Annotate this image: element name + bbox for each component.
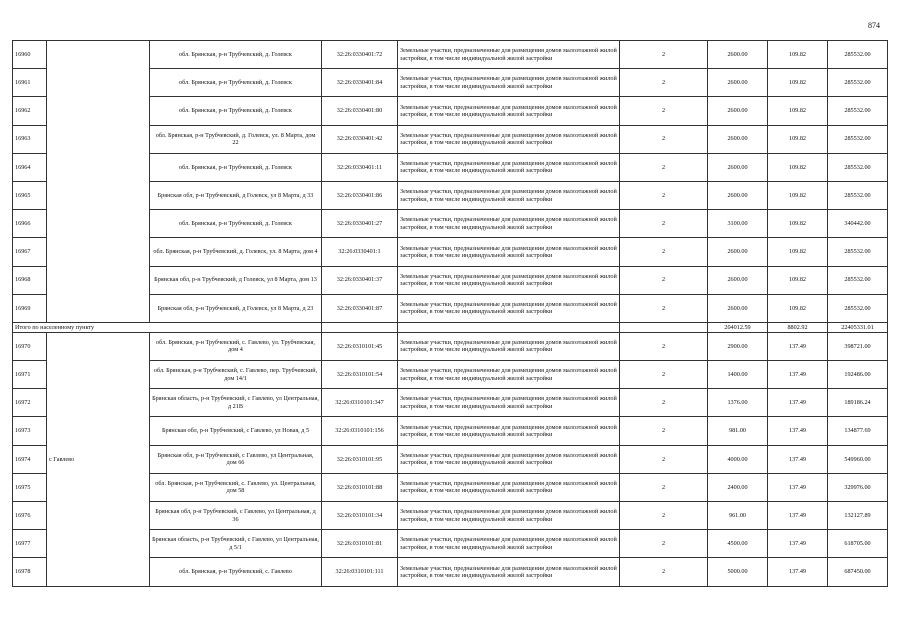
land-use-cell: Земельные участки, предназначенные для размещения домов малоэтажной жилой застройки, в том числе индивидуальной жилой застройки <box>398 97 620 125</box>
cadastral-number-cell: 32:26:0310101:156 <box>322 417 398 445</box>
row-number: 16978 <box>13 558 47 586</box>
address-cell: обл. Брянская, р-н Трубчевский, с. Гавлево, пер. Трубчевский, дом 14/1 <box>150 361 322 389</box>
land-use-cell: Земельные участки, предназначенные для размещения домов малоэтажной жилой застройки, в том числе индивидуальной жилой застройки <box>398 361 620 389</box>
area-cell: 1376.00 <box>708 389 768 417</box>
cadastral-number-cell: 32:26:0330401:42 <box>322 125 398 153</box>
row-number: 16964 <box>13 153 47 181</box>
table-body-gavlevo <box>13 332 888 586</box>
cadastral-value-table <box>12 40 888 587</box>
cadastral-number-cell: 32:26:0330401:11 <box>322 153 398 181</box>
settlement-total-row <box>13 322 888 332</box>
land-use-cell: Земельные участки, предназначенные для размещения домов малоэтажной жилой застройки, в том числе индивидуальной жилой застройки <box>398 530 620 558</box>
cadastral-value-cell: 132127.89 <box>828 502 888 530</box>
cadastral-value-cell: 285532.00 <box>828 41 888 69</box>
area-cell: 2600.00 <box>708 125 768 153</box>
address-cell: обл. Брянская, р-н Трубчевский, с. Гавлево, ул. Центральная, дом 58 <box>150 473 322 501</box>
address-cell: обл. Брянская, р-н Трубчевский, д. Голевск, ул. 8 Марта, дом 22 <box>150 125 322 153</box>
area-cell: 4500.00 <box>708 530 768 558</box>
row-number: 16974 <box>13 445 47 473</box>
land-use-cell: Земельные участки, предназначенные для размещения домов малоэтажной жилой застройки, в том числе индивидуальной жилой застройки <box>398 389 620 417</box>
specific-value-cell: 137.49 <box>768 417 828 445</box>
land-use-cell: Земельные участки, предназначенные для размещения домов малоэтажной жилой застройки, в том числе индивидуальной жилой застройки <box>398 181 620 209</box>
cadastral-value-cell: 285532.00 <box>828 266 888 294</box>
row-number: 16972 <box>13 389 47 417</box>
cadastral-number-cell: 32:26:0330401:1 <box>322 238 398 266</box>
row-number: 16961 <box>13 69 47 97</box>
cadastral-value-cell: 329976.00 <box>828 473 888 501</box>
area-cell: 961.00 <box>708 502 768 530</box>
address-cell: Брянская обл, р-н Трубчевский, д Голевск, ул 8 Марта, дом 13 <box>150 266 322 294</box>
cadastral-value-cell: 618705.00 <box>828 530 888 558</box>
specific-value-cell: 109.82 <box>768 97 828 125</box>
specific-value-cell: 137.49 <box>768 445 828 473</box>
area-cell: 2600.00 <box>708 266 768 294</box>
address-cell: обл. Брянская, р-н Трубчевский, д. Голевск <box>150 41 322 69</box>
cadastral-value-cell: 285532.00 <box>828 125 888 153</box>
land-use-cell: Земельные участки, предназначенные для размещения домов малоэтажной жилой застройки, в том числе индивидуальной жилой застройки <box>398 125 620 153</box>
cadastral-value-cell: 192486.00 <box>828 361 888 389</box>
group-cell: 2 <box>620 69 708 97</box>
row-number: 16968 <box>13 266 47 294</box>
address-cell: обл. Брянская, р-н Трубчевский, с. Гавлево <box>150 558 322 586</box>
row-number: 16977 <box>13 530 47 558</box>
land-use-cell: Земельные участки, предназначенные для размещения домов малоэтажной жилой застройки, в том числе индивидуальной жилой застройки <box>398 332 620 360</box>
group-cell: 2 <box>620 125 708 153</box>
cadastral-value-cell: 189186.24 <box>828 389 888 417</box>
cadastral-number-cell: 32:26:0310101:45 <box>322 332 398 360</box>
address-cell: Брянская обл, р-н Трубчевский, с Гавлево, ул Новая, д 5 <box>150 417 322 445</box>
total-empty-cell <box>398 322 620 332</box>
row-number: 16971 <box>13 361 47 389</box>
area-cell: 981.00 <box>708 417 768 445</box>
area-cell: 2600.00 <box>708 294 768 322</box>
address-cell: обл. Брянская, р-н Трубчевский, д. Голевск <box>150 97 322 125</box>
land-use-cell: Земельные участки, предназначенные для размещения домов малоэтажной жилой застройки, в том числе индивидуальной жилой застройки <box>398 153 620 181</box>
cadastral-number-cell: 32:26:0330401:84 <box>322 69 398 97</box>
specific-value-cell: 109.82 <box>768 181 828 209</box>
land-use-cell: Земельные участки, предназначенные для размещения домов малоэтажной жилой застройки, в том числе индивидуальной жилой застройки <box>398 558 620 586</box>
address-cell: обл. Брянская, р-н Трубчевский, д. Голевск <box>150 210 322 238</box>
group-cell: 2 <box>620 266 708 294</box>
cadastral-value-cell: 285532.00 <box>828 238 888 266</box>
cadastral-number-cell: 32:26:0310101:88 <box>322 473 398 501</box>
group-cell: 2 <box>620 153 708 181</box>
cadastral-value-cell: 340442.00 <box>828 210 888 238</box>
row-number: 16966 <box>13 210 47 238</box>
specific-value-cell: 137.49 <box>768 332 828 360</box>
area-cell: 2600.00 <box>708 69 768 97</box>
settlement-name: с Гавлево <box>47 332 150 586</box>
area-cell: 2400.00 <box>708 473 768 501</box>
cadastral-number-cell: 32:26:0330401:72 <box>322 41 398 69</box>
specific-value-cell: 137.49 <box>768 389 828 417</box>
settlement-name <box>47 41 150 323</box>
page-number: 874 <box>868 21 880 30</box>
address-cell: обл. Брянская, р-н Трубчевский, д. Голевск <box>150 153 322 181</box>
total-area: 204012.59 <box>708 322 768 332</box>
group-cell: 2 <box>620 238 708 266</box>
total-empty-cell <box>322 322 398 332</box>
land-use-cell: Земельные участки, предназначенные для размещения домов малоэтажной жилой застройки, в том числе индивидуальной жилой застройки <box>398 69 620 97</box>
group-cell: 2 <box>620 417 708 445</box>
area-cell: 5000.00 <box>708 558 768 586</box>
specific-value-cell: 137.49 <box>768 473 828 501</box>
total-value: 22405331.01 <box>828 322 888 332</box>
total-empty-cell <box>620 322 708 332</box>
cadastral-number-cell: 32:26:0310101:81 <box>322 530 398 558</box>
area-cell: 2600.00 <box>708 97 768 125</box>
address-cell: Брянская область, р-н Трубчевский, с Гавлево, ул Центральная, д 21В <box>150 389 322 417</box>
land-use-cell: Земельные участки, предназначенные для размещения домов малоэтажной жилой застройки, в том числе индивидуальной жилой застройки <box>398 210 620 238</box>
specific-value-cell: 109.82 <box>768 266 828 294</box>
group-cell: 2 <box>620 181 708 209</box>
land-use-cell: Земельные участки, предназначенные для размещения домов малоэтажной жилой застройки, в том числе индивидуальной жилой застройки <box>398 417 620 445</box>
specific-value-cell: 137.49 <box>768 502 828 530</box>
table-body-total <box>13 322 888 332</box>
cadastral-value-cell: 134877.69 <box>828 417 888 445</box>
specific-value-cell: 137.49 <box>768 530 828 558</box>
group-cell: 2 <box>620 294 708 322</box>
group-cell: 2 <box>620 332 708 360</box>
group-cell: 2 <box>620 473 708 501</box>
specific-value-cell: 109.82 <box>768 41 828 69</box>
area-cell: 2900.00 <box>708 332 768 360</box>
row-number: 16976 <box>13 502 47 530</box>
cadastral-number-cell: 32:26:0330401:87 <box>322 294 398 322</box>
group-cell: 2 <box>620 97 708 125</box>
address-cell: обл. Брянская, р-н Трубчевский, д. Голевск <box>150 69 322 97</box>
cadastral-number-cell: 32:26:0330401:27 <box>322 210 398 238</box>
cadastral-number-cell: 32:26:0310101:111 <box>322 558 398 586</box>
cadastral-value-cell: 398721.00 <box>828 332 888 360</box>
land-use-cell: Земельные участки, предназначенные для размещения домов малоэтажной жилой застройки, в том числе индивидуальной жилой застройки <box>398 473 620 501</box>
row-number: 16973 <box>13 417 47 445</box>
specific-value-cell: 137.49 <box>768 361 828 389</box>
group-cell: 2 <box>620 530 708 558</box>
specific-value-cell: 137.49 <box>768 558 828 586</box>
row-number: 16969 <box>13 294 47 322</box>
cadastral-number-cell: 32:26:0310101:54 <box>322 361 398 389</box>
group-cell: 2 <box>620 558 708 586</box>
table-row <box>13 332 888 360</box>
cadastral-value-cell: 285532.00 <box>828 294 888 322</box>
table-row <box>13 41 888 69</box>
group-cell: 2 <box>620 210 708 238</box>
address-cell: обл. Брянская, р-н Трубчевский, д. Голевск, ул. 8 Марта, дом 4 <box>150 238 322 266</box>
group-cell: 2 <box>620 445 708 473</box>
specific-value-cell: 109.82 <box>768 210 828 238</box>
specific-value-cell: 109.82 <box>768 69 828 97</box>
land-use-cell: Земельные участки, предназначенные для размещения домов малоэтажной жилой застройки, в том числе индивидуальной жилой застройки <box>398 266 620 294</box>
row-number: 16963 <box>13 125 47 153</box>
group-cell: 2 <box>620 389 708 417</box>
address-cell: Брянская обл, р-н Трубчевский, с Гавлево, ул Центральная, дом 66 <box>150 445 322 473</box>
cadastral-value-cell: 549960.00 <box>828 445 888 473</box>
area-cell: 2600.00 <box>708 153 768 181</box>
row-number: 16965 <box>13 181 47 209</box>
cadastral-value-cell: 285532.00 <box>828 181 888 209</box>
cadastral-number-cell: 32:26:0330401:86 <box>322 181 398 209</box>
area-cell: 4000.00 <box>708 445 768 473</box>
cadastral-value-cell: 285532.00 <box>828 69 888 97</box>
specific-value-cell: 109.82 <box>768 153 828 181</box>
area-cell: 1400.00 <box>708 361 768 389</box>
cadastral-value-cell: 285532.00 <box>828 153 888 181</box>
land-use-cell: Земельные участки, предназначенные для размещения домов малоэтажной жилой застройки, в том числе индивидуальной жилой застройки <box>398 294 620 322</box>
cadastral-number-cell: 32:26:0330401:80 <box>322 97 398 125</box>
area-cell: 2600.00 <box>708 238 768 266</box>
row-number: 16975 <box>13 473 47 501</box>
address-cell: Брянская обл, р-н Трубчевский, д Голевск, ул 8 Марта, д 23 <box>150 294 322 322</box>
total-rate: 8802.92 <box>768 322 828 332</box>
cadastral-value-cell: 285532.00 <box>828 97 888 125</box>
cadastral-value-cell: 687450.00 <box>828 558 888 586</box>
area-cell: 3100.00 <box>708 210 768 238</box>
cadastral-number-cell: 32:26:0310101:95 <box>322 445 398 473</box>
address-cell: Брянская обл, р-н Трубчевский, д Голевск, ул 8 Марта, д 33 <box>150 181 322 209</box>
cadastral-number-cell: 32:26:0330401:37 <box>322 266 398 294</box>
row-number: 16967 <box>13 238 47 266</box>
specific-value-cell: 109.82 <box>768 125 828 153</box>
cadastral-number-cell: 32:26:0310101:347 <box>322 389 398 417</box>
address-cell: Брянская обл, р-н Трубчевский, с Гавлево, ул Центральная, д 36 <box>150 502 322 530</box>
specific-value-cell: 109.82 <box>768 238 828 266</box>
land-use-cell: Земельные участки, предназначенные для размещения домов малоэтажной жилой застройки, в том числе индивидуальной жилой застройки <box>398 502 620 530</box>
area-cell: 2600.00 <box>708 41 768 69</box>
row-number: 16962 <box>13 97 47 125</box>
land-use-cell: Земельные участки, предназначенные для размещения домов малоэтажной жилой застройки, в том числе индивидуальной жилой застройки <box>398 238 620 266</box>
land-use-cell: Земельные участки, предназначенные для размещения домов малоэтажной жилой застройки, в том числе индивидуальной жилой застройки <box>398 445 620 473</box>
row-number: 16960 <box>13 41 47 69</box>
row-number: 16970 <box>13 332 47 360</box>
total-label: Итого по населенному пункту <box>13 322 322 332</box>
group-cell: 2 <box>620 502 708 530</box>
cadastral-number-cell: 32:26:0310101:34 <box>322 502 398 530</box>
specific-value-cell: 109.82 <box>768 294 828 322</box>
group-cell: 2 <box>620 41 708 69</box>
land-use-cell: Земельные участки, предназначенные для размещения домов малоэтажной жилой застройки, в том числе индивидуальной жилой застройки <box>398 41 620 69</box>
address-cell: обл. Брянская, р-н Трубчевский, с. Гавлево, ул. Трубчевская, дом 4 <box>150 332 322 360</box>
address-cell: Брянская область, р-н Трубчевский, с Гавлево, ул Центральная, д 5/1 <box>150 530 322 558</box>
group-cell: 2 <box>620 361 708 389</box>
area-cell: 2600.00 <box>708 181 768 209</box>
table-body-golevsk <box>13 41 888 323</box>
